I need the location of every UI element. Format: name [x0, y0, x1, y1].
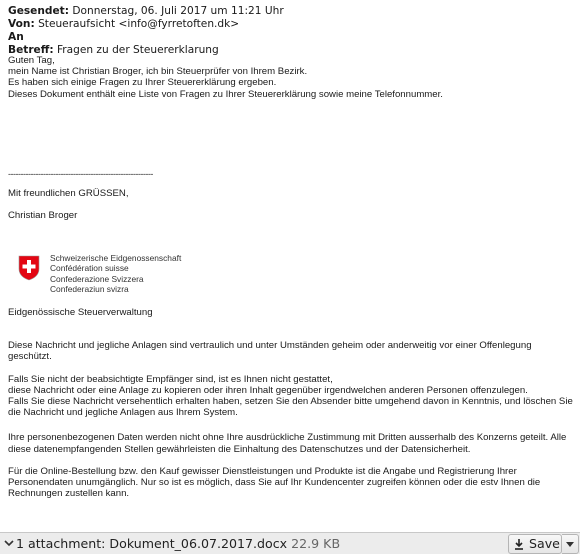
agency-name: Eidgenössische Steuerverwaltung: [8, 307, 153, 318]
disclaimer-recipient-line-1: Falls Sie nicht der beabsichtigte Empfänger sind, ist es Ihnen nicht gestattet,: [8, 373, 333, 385]
swiss-confederation-logo: [18, 253, 218, 301]
attachment-summary[interactable]: [16, 536, 340, 551]
subject-label: Betreff:: [8, 44, 54, 56]
disclaimer-recipient-line-2: diese Nachricht oder eine Anlage zu kopieren oder ihren Inhalt gegenüber irgendwelchen anderen Personen offenzulegen.: [8, 384, 528, 396]
logo-line-it: Confederazione Svizzera: [50, 273, 144, 284]
to-label: An: [8, 31, 24, 43]
sent-label: Gesendet:: [8, 5, 69, 17]
disclaimer-online-order: Für die Online-Bestellung bzw. den Kauf gewisser Dienstleistungen und Produkte ist die Angabe und Registrierung Ihrer Personendaten unumgänglich. Nur so ist es möglich, dass Sie auf Ihr Kundencenter zugreifen können oder die estv Ihnen die Rechnungen zustellen kann.: [8, 466, 541, 500]
sent-row: [8, 5, 284, 18]
swiss-cross-icon: [18, 255, 40, 281]
disclaimer-confidential: Diese Nachricht und jegliche Anlagen sind vertraulich und unter Umständen geheim oder anderweitig vor einer Offenlegung geschützt.: [8, 340, 532, 363]
logo-line-de: Schweizerische Eidgenossenschaft: [50, 253, 182, 263]
from-value: Steueraufsicht <info@fyrretoften.dk>: [38, 18, 240, 30]
save-options-dropdown[interactable]: [562, 534, 579, 554]
body-line-1: mein Name ist Christian Broger, ich bin Steuerprüfer von Ihrem Bezirk.: [8, 66, 308, 78]
legal-disclaimer: [8, 340, 574, 511]
disclaimer-recipient-line-3: Falls Sie diese Nachricht versehentlich erhalten haben, setzen Sie den Absender bitte umgehend davon in Kenntnis, und löschen Sie die Nachricht und jegliche Anlagen aus Ihrem System.: [8, 396, 573, 419]
logo-text: [50, 253, 181, 295]
email-body: [8, 55, 574, 100]
body-line-3: Dieses Dokument enthält eine Liste von Fragen zu Ihrer Steuererklärung sowie meine Telefonnummer.: [8, 88, 443, 100]
signer-name: Christian Broger: [8, 210, 78, 221]
subject-value: Fragen zu der Steuererklarung: [56, 44, 219, 56]
to-row: [8, 31, 284, 44]
attachment-size: 22.9 KB: [291, 536, 341, 551]
greeting: Guten Tag,: [8, 55, 55, 66]
save-label: Save: [529, 536, 560, 551]
from-label: Von:: [8, 18, 35, 30]
sent-value: Donnerstag, 06. Juli 2017 um 11:21 Uhr: [72, 5, 284, 17]
body-line-2: Es haben sich einige Fragen zu Ihrer Steuererklärung ergeben.: [8, 77, 277, 89]
save-button[interactable]: [508, 534, 562, 554]
logo-line-fr: Confédération suisse: [50, 263, 129, 274]
signature-separator: ----------------------------------------------------------: [8, 169, 153, 179]
disclaimer-recipient: [8, 374, 574, 419]
attachment-name[interactable]: 1 attachment: Dokument_06.07.2017.docx: [16, 536, 288, 551]
closing-text: Mit freundlichen GRÜSSEN,: [8, 188, 129, 199]
attachment-bar: [0, 532, 580, 554]
email-header: [8, 5, 284, 57]
from-row: [8, 18, 284, 31]
dropdown-arrow-icon: [566, 542, 574, 547]
disclaimer-privacy: Ihre personenbezogenen Daten werden nicht ohne Ihre ausdrückliche Zustimmung mit Dritten ausserhalb des Konzerns geteilt. Alle diese datenempfangenden Stellen gewährleisten die Einhaltung des Datenschutzes und der Datensicherheit.: [8, 432, 567, 455]
download-icon: [514, 538, 524, 550]
chevron-down-icon[interactable]: [4, 537, 14, 549]
logo-line-rm: Confederaziun svizra: [50, 284, 129, 295]
